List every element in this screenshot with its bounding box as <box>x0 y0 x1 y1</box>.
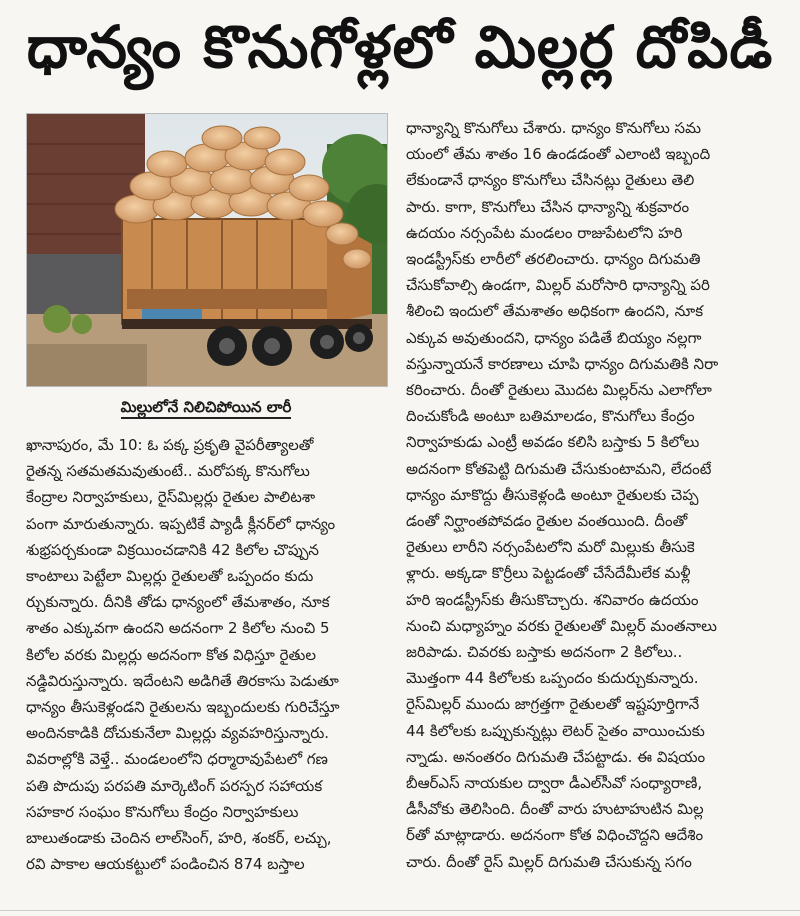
text-line: శాతం ఎక్కువగా ఉందని అదనంగా 2 కిలోల నుంచి 5 <box>26 619 330 638</box>
text-line: అందినకాడికి దోచుకునేలా మిల్లర్లు వ్యవహరిస్తున్నారు. <box>26 724 330 743</box>
text-line: పంగా మారుతున్నారు. ఇప్పటికే ప్యాడీ క్లీనర్‌లో ధాన్యం <box>26 514 336 533</box>
text-line: యంలో తేమ శాతం 16 ఉండడంతో ఎలాంటి ఇబ్బంది <box>406 145 711 164</box>
text-line: న్నాడు. అనంతరం దిగుమతి చేపట్టాడు. ఈ విషయం <box>406 747 706 766</box>
text-line: కరించారు. దీంతో రైతులు మొదట మిల్లర్‌ను ఎలాగోలా <box>406 381 712 400</box>
text-line: ఉదయం నర్సంపేట మండలం రాజుపేటలోని హరి <box>406 223 683 242</box>
text-line: లేకుండానే ధాన్యం కొనుగోలు చేసినట్లు రైతులు తెలి <box>406 171 695 190</box>
text-line: మొత్తంగా 44 కిలోలకు ఒప్పందం కుదుర్చుకున్నారు. <box>406 669 699 688</box>
text-line: అదనంగా కోతపెట్టి దిగుమతి చేసుకుంటామని, లేదంటే <box>406 459 712 478</box>
text-line: రైతులు లారీని నర్సంపేటలోని మరో మిల్లుకు తీసుకె <box>406 538 695 557</box>
truck-photo-illustration <box>27 114 387 386</box>
text-line: ర్‌తో మాట్లాడారు. అదనంగా కోత విధించొద్దని ఆదేశిం <box>406 826 704 845</box>
text-line: ళ్లారు. అక్కడా కొర్రీలు పెట్టడంతో చేసేదేమీలేక మళ్లీ <box>406 564 691 583</box>
text-line: పతి పొదుపు పరపతి మార్కెటింగ్ పరస్పర సహాయక <box>26 776 323 795</box>
text-line: ఖానాపురం, మే 10: ఓ పక్క ప్రకృతి వైపరీత్యాలతో <box>26 436 314 454</box>
news-photo <box>26 113 388 387</box>
text-line: సహకార సంఘం కొనుగోలు కేంద్రం నిర్వాహకులు <box>26 802 299 821</box>
text-line: ధాన్యాన్ని కొనుగోలు చేశారు. ధాన్యం కొనుగోలు సమ <box>406 119 701 137</box>
text-line: ఎక్కువ అవుతుందని, ధాన్యం పడితే బియ్యం నల్లగా <box>406 328 702 347</box>
bottom-rule <box>0 910 800 911</box>
text-line: జరిపాడు. చివరకు బస్తాకు అదనంగా 2 కిలోలు.. <box>406 643 683 662</box>
text-line: ర్చుకున్నారు. దీనికి తోడు ధాన్యంలో తేమశాతం, నూక <box>26 593 330 612</box>
text-line: దించుకోండి అంటూ బతిమాలడం, కొనుగోలు కేంద్రం <box>406 407 695 426</box>
text-line: పారు. కాగా, కొనుగోలు చేసిన ధాన్యాన్ని శుక్రవారం <box>406 197 690 216</box>
headline: ధాన్యం కొనుగోళ్లలో మిల్లర్ల దోపిడీ <box>26 12 774 81</box>
photo-caption <box>26 392 386 422</box>
text-line: కాంటాలు పెట్టేలా మిల్లర్లు రైతులతో ఒప్పందం కుదు <box>26 567 314 586</box>
text-line: రైతన్న సతమతమవుతుంటే.. మరోపక్క కొనుగోలు <box>26 462 310 481</box>
text-line: ధాన్యం మాకొద్దు తీసుకెళ్లండి అంటూ రైతులకు చెప్ప <box>406 485 699 504</box>
text-line: కిలోల వరకు మిల్లర్లు అదనంగా కోత విధిస్తూ రైతుల <box>26 645 316 664</box>
text-line: చారు. దీంతో రైస్ మిల్లర్ దిగుమతి చేసుకున్న సగం <box>406 852 692 871</box>
caption-text: మిల్లులోనే నిలిచిపోయిన లారీ <box>121 398 292 419</box>
text-line: శుభ్రపర్చకుండా విక్రయించడానికి 42 కిలోల చొప్పున <box>26 540 319 559</box>
text-line: ఇండస్ట్రీస్‌కు లారీలో తరలించారు. ధాన్యం దిగుమతి <box>406 250 701 269</box>
text-line: డీసీవోకు తెలిసింది. దీంతో వారు హుటాహుటిన మిల్ల <box>406 800 704 819</box>
text-line: శీలించి ఇందులో తేమశాతం అధికంగా ఉందని, నూక <box>406 302 704 321</box>
text-line: కేంద్రాల నిర్వాహకులు, రైస్‌మిల్లర్లు రైతుల పాలిటశా <box>26 488 316 507</box>
text-line: చేసుకోవాల్సి ఉండగా, మిల్లర్ మరోసారి ధాన్యాన్ని పరి <box>406 276 710 295</box>
article-column-left <box>26 432 394 877</box>
text-line: నుంచి మధ్యాహ్నం వరకు రైతులతో మిల్లర్ మంతనాలు <box>406 616 717 635</box>
text-line: బీఆర్ఎస్ నాయకుల ద్వారా డీఎల్‌సీవో సంధ్యారాణి, <box>406 774 703 793</box>
article-column-right <box>406 115 790 875</box>
text-line: రవి పాకాల ఆయకట్టులో పండించిన 874 బస్తాల <box>26 855 305 874</box>
text-line: నిర్వాహకుడు ఎంట్రీ అవడం కలిసి బస్తాకు 5 కిలోలు <box>406 433 700 452</box>
text-line: డంతో నిర్ఘాంతపోవడం రైతుల వంతయింది. దీంతో <box>406 512 688 531</box>
text-line: 44 కిలోలకు ఒప్పుకున్నట్లు లెటర్ సైతం వాయించుకు <box>406 721 705 740</box>
text-line: వస్తున్నాయనే కారణాలు చూపి ధాన్యం దిగుమతికి నిరా <box>406 354 719 373</box>
text-line: రైస్‌మిల్లర్ ముందు జాగ్రత్తగా రైతులతో ఇష్టపూర్తిగానే <box>406 695 700 714</box>
text-line: ధాన్యం తీసుకెళ్లండని రైతులను ఇబ్బందులకు గురిచేస్తూ <box>26 698 340 717</box>
text-line: బాలుతండాకు చెందిన లాల్‌సింగ్, హరి, శంకర్, లచ్చు, <box>26 829 332 848</box>
text-line: నడ్డివిరుస్తున్నారు. ఇదేంటని అడిగితే తిరకాసు పెడుతూ <box>26 671 339 690</box>
text-line: హరి ఇండస్ట్రీస్‌కు తీసుకొచ్చారు. శనివారం ఉదయం <box>406 590 699 609</box>
text-line: వివరాల్లోకి వెళ్తే.. మండలంలోని ధర్మారావుపేటలో గణ <box>26 750 328 769</box>
